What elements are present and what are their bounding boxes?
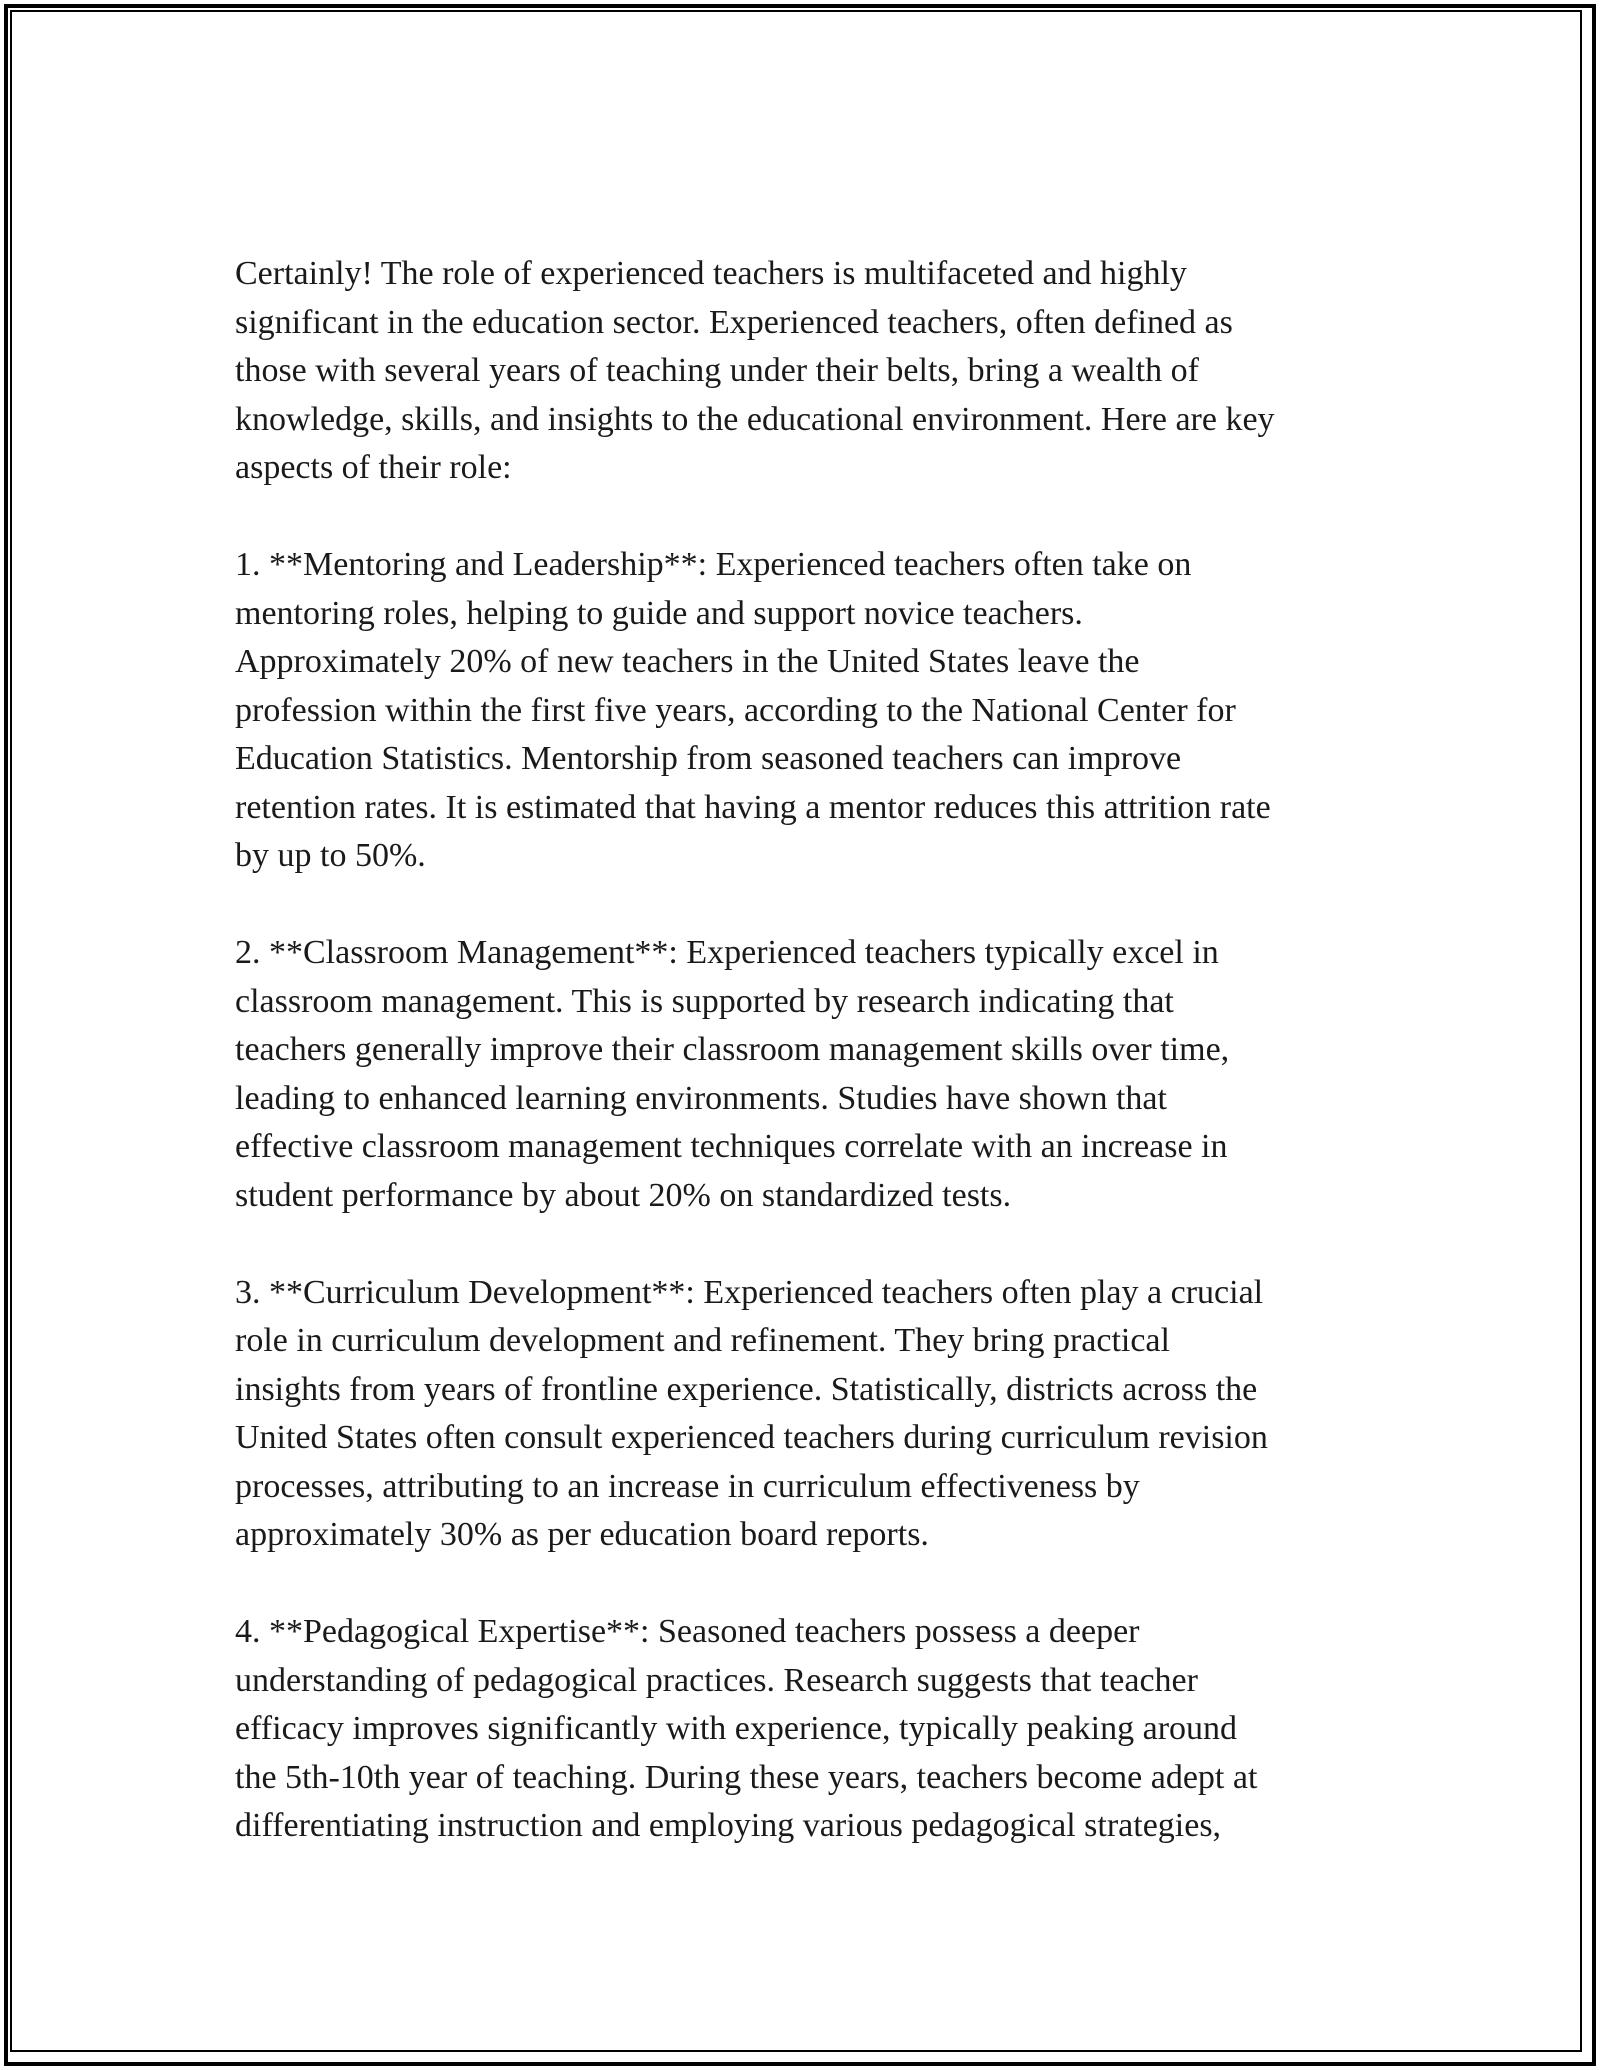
text-line: those with several years of teaching under their belts, bring a wealth of <box>235 352 1199 389</box>
text-line: classroom management. This is supported by research indicating that <box>235 982 1174 1020</box>
text-line: Certainly! The role of experienced teachers is multifaceted and highly <box>235 255 1187 292</box>
text-line: approximately 30% as per education board reports. <box>235 1516 929 1553</box>
text-line: retention rates. It is estimated that having a mentor reduces this attrition rate <box>235 788 1271 826</box>
text-line: profession within the first five years, according to the National Center for <box>235 691 1236 729</box>
document-body <box>235 250 1375 1899</box>
text-line: 2. **Classroom Management**: Experienced teachers typically excel in <box>235 934 1219 971</box>
curriculum-development-paragraph <box>235 1269 1375 1560</box>
text-line: role in curriculum development and refinement. They bring practical <box>235 1322 1170 1359</box>
text-line: Education Statistics. Mentorship from seasoned teachers can improve <box>235 740 1182 777</box>
text-line: by up to 50%. <box>235 837 426 874</box>
text-line: significant in the education sector. Experienced teachers, often defined as <box>235 303 1233 341</box>
text-line: processes, attributing to an increase in curriculum effectiveness by <box>235 1467 1140 1505</box>
text-line: knowledge, skills, and insights to the educational environment. Here are key <box>235 400 1275 438</box>
pedagogical-expertise-paragraph <box>235 1608 1375 1851</box>
intro-paragraph <box>235 250 1375 493</box>
text-line: mentoring roles, helping to guide and support novice teachers. <box>235 594 1083 632</box>
text-line: understanding of pedagogical practices. Research suggests that teacher <box>235 1661 1198 1699</box>
text-line: United States often consult experienced teachers during curriculum revision <box>235 1419 1268 1456</box>
text-line: the 5th-10th year of teaching. During these years, teachers become adept at <box>235 1758 1258 1796</box>
text-line: 3. **Curriculum Development**: Experienced teachers often play a crucial <box>235 1273 1264 1311</box>
text-line: aspects of their role: <box>235 449 512 486</box>
text-line: efficacy improves significantly with experience, typically peaking around <box>235 1710 1238 1747</box>
text-line: 4. **Pedagogical Expertise**: Seasoned teachers possess a deeper <box>235 1613 1140 1650</box>
mentoring-paragraph <box>235 541 1375 881</box>
text-line: teachers generally improve their classroom management skills over time, <box>235 1031 1230 1068</box>
text-line: differentiating instruction and employing various pedagogical strategies, <box>235 1807 1222 1844</box>
text-line: leading to enhanced learning environments. Studies have shown that <box>235 1079 1167 1117</box>
text-line: insights from years of frontline experience. Statistically, districts across the <box>235 1370 1258 1408</box>
classroom-management-paragraph <box>235 929 1375 1220</box>
text-line: Approximately 20% of new teachers in the United States leave the <box>235 643 1140 680</box>
text-line: 1. **Mentoring and Leadership**: Experienced teachers often take on <box>235 546 1192 583</box>
text-line: effective classroom management techniques correlate with an increase in <box>235 1128 1228 1165</box>
text-line: student performance by about 20% on standardized tests. <box>235 1176 1012 1214</box>
